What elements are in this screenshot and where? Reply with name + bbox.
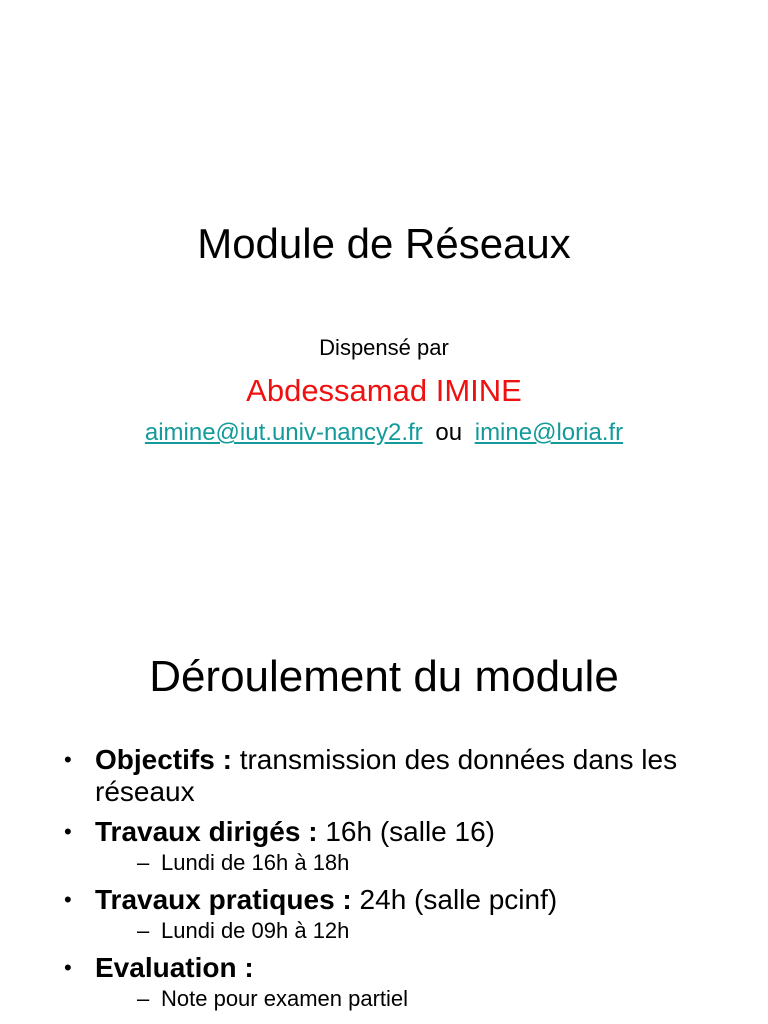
- bullet-list: [62, 744, 702, 1020]
- bullet-icon: •: [64, 819, 72, 844]
- dispense-par-label: Dispensé par: [319, 335, 449, 360]
- bullet-text: 24h (salle pcinf): [351, 884, 558, 915]
- bullet-text: 16h (salle 16): [317, 816, 495, 847]
- bullet-icon: •: [64, 747, 72, 772]
- bullet-label: Travaux dirigés :: [95, 816, 318, 847]
- sub-item-text: Note pour examen partiel: [161, 986, 409, 1011]
- bullet-label: Evaluation :: [95, 952, 254, 983]
- dash-icon: –: [137, 918, 150, 943]
- bullet-icon: •: [64, 955, 72, 980]
- bullet-item-evaluation: [62, 952, 702, 1012]
- email-link-iut[interactable]: aimine@iut.univ-nancy2.fr: [144, 419, 423, 446]
- bullet-icon: •: [64, 887, 72, 912]
- sub-item: [95, 918, 702, 944]
- sub-item: [95, 986, 702, 1012]
- bullet-item-travaux-pratiques: [62, 884, 702, 944]
- bullet-label: Travaux pratiques :: [95, 884, 352, 915]
- bullet-item-travaux-diriges: [62, 816, 702, 876]
- email-separator: ou: [435, 419, 463, 446]
- sub-item: [95, 850, 702, 876]
- dash-icon: –: [137, 986, 150, 1011]
- author-name: Abdessamad IMINE: [246, 373, 522, 408]
- bullet-text: transmission des données dans les réseaux: [95, 744, 678, 807]
- slide-title-deroulement: Déroulement du module: [149, 652, 619, 701]
- slide-title: Module de Réseaux: [197, 220, 571, 267]
- email-link-loria[interactable]: imine@loria.fr: [474, 419, 624, 446]
- bullet-item-objectifs: [62, 744, 702, 808]
- dash-icon: –: [137, 850, 150, 875]
- sub-item-text: Lundi de 16h à 18h: [161, 850, 350, 875]
- email-line: [0, 418, 768, 448]
- sub-item-text: Lundi de 09h à 12h: [161, 918, 350, 943]
- bullet-label: Objectifs :: [95, 744, 232, 775]
